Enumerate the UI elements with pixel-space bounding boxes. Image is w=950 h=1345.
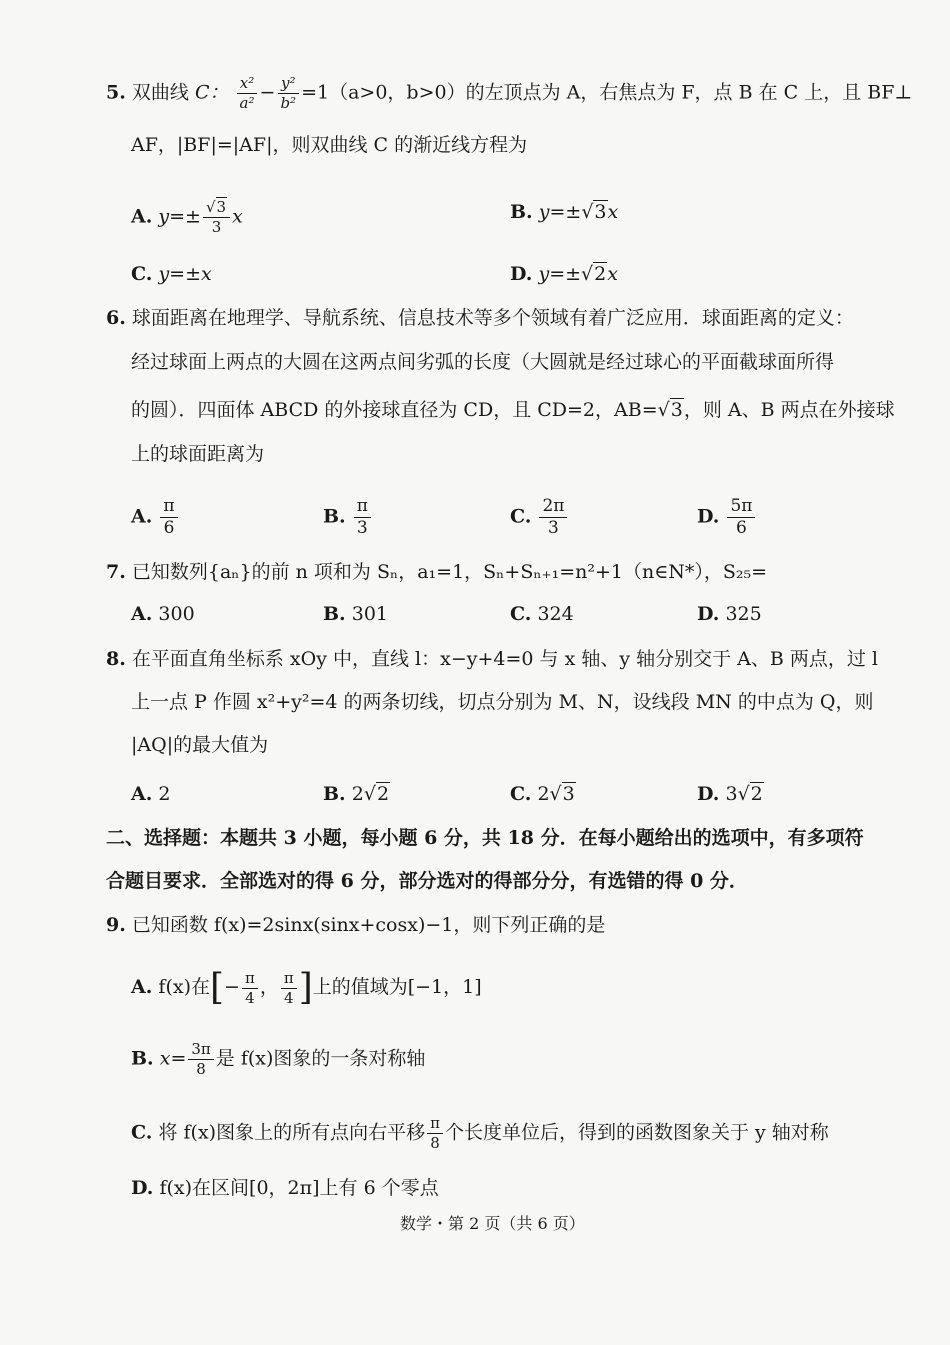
q7-option-c: C. 324 [510, 603, 574, 625]
q8-number: 8. [106, 648, 126, 670]
q6-option-a: A. $\frac{\pi}{6}$ [131, 498, 180, 537]
q7-option-d: D. 325 [697, 603, 762, 625]
q9-stem: 9. 已知函数 f(x)=2sinx(sinx+cosx)−1，则下列正确的是 [106, 914, 606, 936]
q8-stem-line3: |AQ|的最大值为 [131, 734, 269, 756]
q9-option-d: D. f(x)在区间[0，2π]上有 6 个零点 [131, 1177, 439, 1199]
q8-option-c: C. 2√3 [510, 783, 575, 805]
q7-number: 7. [106, 561, 126, 583]
q9-option-a: A. f(x)在[− $\frac{\pi}{4}$ ， $\frac{\pi}{4}$ ]上的值域为[−1，1] [131, 967, 482, 1008]
q6-stem-line3: 的圆）．四面体 ABCD 的外接球直径为 CD，且 CD=2，AB=√3，则 A、B 两点在外接球 [131, 399, 895, 421]
q6-option-b: B. $\frac{\pi}{3}$ [323, 498, 373, 537]
q8-stem-line1: 8. 在平面直角坐标系 xOy 中，直线 l：x−y+4=0 与 x 轴、y 轴分别交于 A、B 两点，过 l [106, 648, 878, 670]
q5-frac-y: $\frac{\text{y²}}{\text{b²}}$ [277, 76, 299, 111]
q9-option-c: C. 将 f(x)图象上的所有点向右平移 $\frac{\pi}{8}$ 个长度单位后，得到的函数图象关于 y 轴对称 [131, 1114, 829, 1152]
q8-option-b: B. 2√2 [323, 783, 390, 805]
q5-frac-x: $\frac{\text{x²}}{\text{a²}}$ [237, 76, 258, 111]
q6-stem-line4: 上的球面距离为 [131, 443, 265, 465]
page-footer: 数学・第 2 页（共 6 页） [400, 1214, 585, 1233]
q5-option-a: A. y=± $\frac{√3}{3}$ x [131, 198, 243, 236]
q8-option-a: A. 2 [131, 783, 171, 805]
q5-number: 5. [106, 81, 126, 104]
section2-heading-line1: 二、选择题：本题共 3 小题，每小题 6 分，共 18 分．在每小题给出的选项中，有多项符 [106, 827, 864, 849]
q5-option-c: C. y=±x [131, 263, 212, 285]
q8-option-d: D. 3√2 [697, 783, 763, 805]
q5-stem-line2: AF，|BF|=|AF|，则双曲线 C 的渐近线方程为 [131, 134, 528, 156]
q6-stem-line1: 6. 球面距离在地理学、导航系统、信息技术等多个领域有着广泛应用．球面距离的定义： [106, 307, 854, 329]
q6-number: 6. [106, 307, 126, 329]
q6-option-c: C. $\frac{2\pi}{3}$ [510, 498, 569, 537]
q6-stem-line2: 经过球面上两点的大圆在这两点间劣弧的长度（大圆就是经过球心的平面截球面所得 [131, 351, 835, 373]
q5-option-b: B. y=±√3x [510, 201, 619, 223]
q9-option-b: B. x= $\frac{3\pi}{8}$ 是 f(x)图象的一条对称轴 [131, 1040, 426, 1078]
section2-heading-line2: 合题目要求．全部选对的得 6 分，部分选对的得部分分，有选错的得 0 分． [106, 870, 748, 892]
q6-option-d: D. $\frac{5\pi}{6}$ [697, 498, 757, 537]
q7-option-b: B. 301 [323, 603, 388, 625]
q8-stem-line2: 上一点 P 作圆 x²+y²=4 的两条切线，切点分别为 M、N，设线段 MN 的中点为 Q，则 [131, 691, 874, 713]
q7-stem: 7. 已知数列{aₙ}的前 n 项和为 Sₙ，a₁=1，Sₙ+Sₙ₊₁=n²+1（n∈N*），S₂₅= [106, 561, 768, 583]
q5-stem-line1: 5. 双曲线 C： $\frac{\text{x²}}{\text{a²}}$ − $\frac{\text{y²}}{\text{b²}}$ =1（a>0，b>0）的左顶点为 A，右焦点为 F，点 B 在 C 上，且 BF⊥ [106, 74, 913, 112]
q7-option-a: A. 300 [131, 603, 195, 625]
q9-number: 9. [106, 914, 126, 936]
q5-option-d: D. y=±√2x [510, 263, 618, 285]
